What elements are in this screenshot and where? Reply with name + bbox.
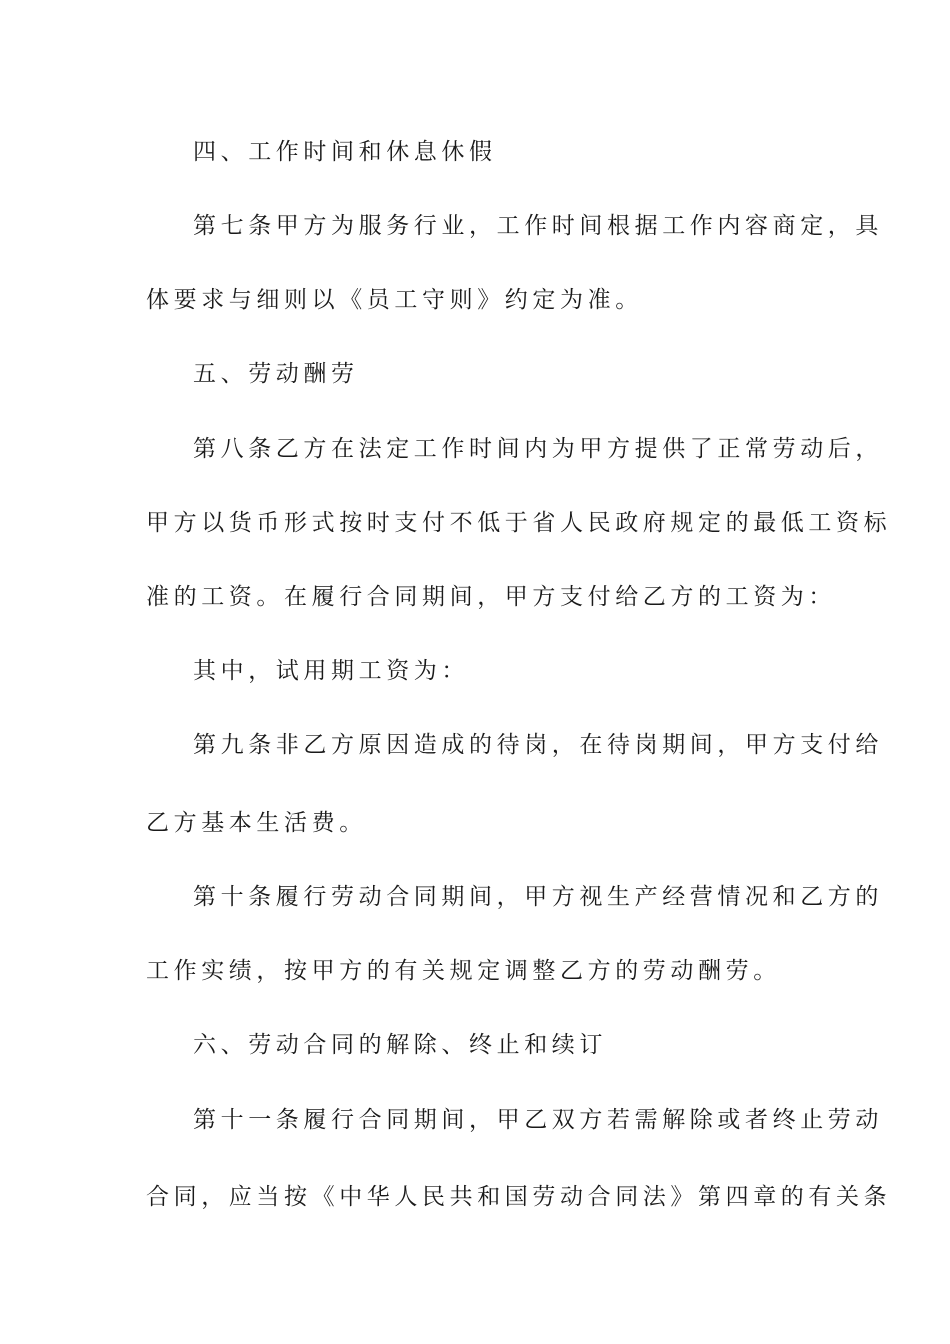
paragraph-line: 乙方基本生活费。 xyxy=(146,810,367,836)
section-heading-5: 五、劳动酬劳 xyxy=(193,361,359,387)
section-heading-4: 四、工作时间和休息休假 xyxy=(193,139,497,165)
paragraph-line: 工作实绩，按甲方的有关规定调整乙方的劳动酬劳。 xyxy=(146,958,781,984)
paragraph-line: 合同，应当按《中华人民共和国劳动合同法》第四章的有关条 xyxy=(146,1184,892,1210)
paragraph-line: 第八条乙方在法定工作时间内为甲方提供了正常劳动后， xyxy=(193,436,883,462)
paragraph-line: 准的工资。在履行合同期间，甲方支付给乙方的工资为： xyxy=(146,584,836,610)
paragraph-line: 其中，试用期工资为： xyxy=(193,658,469,684)
paragraph-line: 第七条甲方为服务行业，工作时间根据工作内容商定，具 xyxy=(193,213,883,239)
paragraph-line: 第十一条履行合同期间，甲乙双方若需解除或者终止劳动 xyxy=(193,1107,883,1133)
section-heading-6: 六、劳动合同的解除、终止和续订 xyxy=(193,1032,607,1058)
paragraph-line: 甲方以货币形式按时支付不低于省人民政府规定的最低工资标 xyxy=(146,510,892,536)
paragraph-line: 第九条非乙方原因造成的待岗，在待岗期间，甲方支付给 xyxy=(193,732,883,758)
paragraph-line: 第十条履行劳动合同期间，甲方视生产经营情况和乙方的 xyxy=(193,884,883,910)
paragraph-line: 体要求与细则以《员工守则》约定为准。 xyxy=(146,287,643,313)
